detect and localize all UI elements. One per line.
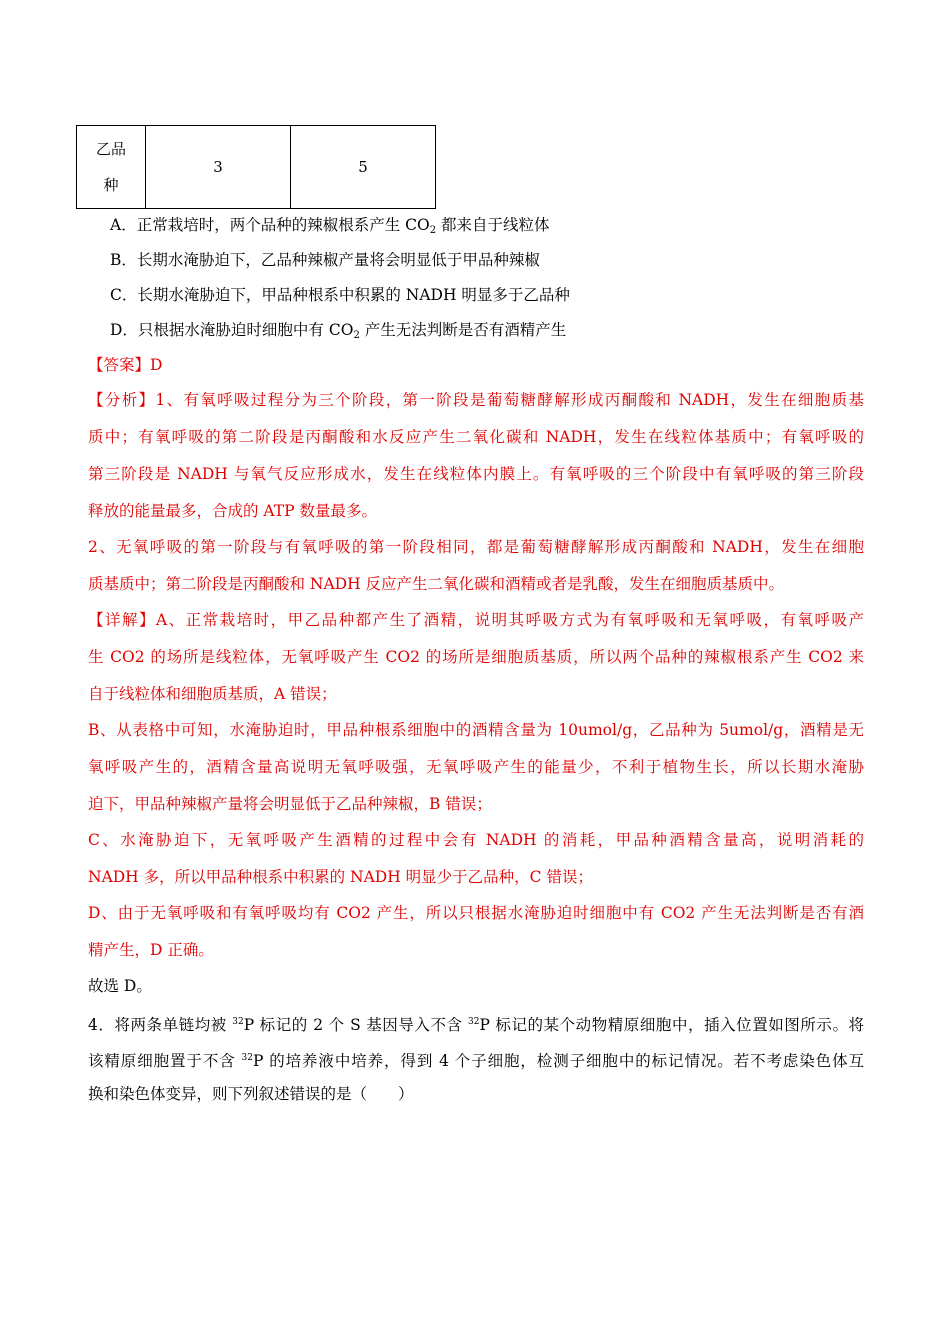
detail-line: 迫下，甲品种辣椒产量将会明显低于乙品种辣椒，B 错误； <box>88 795 492 813</box>
question-4-line: 4．将两条单链均被 $^{32}$P 标记的 2 个 S 基因导入不含 $^{32}$P 标记的某个动物精原细胞中，插入位置如图所示。将 <box>88 1016 864 1034</box>
detail-line: 【详解】A、正常栽培时，甲乙品种都产生了酒精，说明其呼吸方式为有氧呼吸和无氧呼吸，有氧呼吸产 <box>88 611 864 629</box>
detail-line: 生 CO2 的场所是线粒体，无氧呼吸产生 CO2 的场所是细胞质基质，所以两个品种的辣椒根系产生 CO2 来 <box>88 648 864 666</box>
analysis-line: 第三阶段是 NADH 与氧气反应形成水，发生在线粒体内膜上。有氧呼吸的三个阶段中有氧呼吸的第三阶段 <box>88 465 864 483</box>
detail-line: C、水淹胁迫下，无氧呼吸产生酒精的过程中会有 NADH 的消耗，甲品种酒精含量高，说明消耗的 <box>88 831 864 849</box>
option-b: B．长期水淹胁迫下，乙品种辣椒产量将会明显低于甲品种辣椒 <box>110 251 540 269</box>
detail-line: 氧呼吸产生的，酒精含量高说明无氧呼吸强，无氧呼吸产生的能量少，不利于植物生长，所以长期水淹胁 <box>88 758 864 776</box>
row-label-line2: 种 <box>103 176 119 194</box>
analysis-line: 2、无氧呼吸的第一阶段与有氧呼吸的第一阶段相同，都是葡萄糖酵解形成丙酮酸和 NADH，发生在细胞 <box>88 538 864 556</box>
analysis-line: 释放的能量最多，合成的 ATP 数量最多。 <box>88 502 377 520</box>
question-4-line: 换和染色体变异，则下列叙述错误的是（ ） <box>88 1085 414 1103</box>
conclusion-line: 故选 D。 <box>88 977 152 995</box>
detail-line: 精产生，D 正确。 <box>88 941 214 959</box>
detail-line: NADH 多，所以甲品种根系中积累的 NADH 明显少于乙品种，C 错误； <box>88 868 593 886</box>
analysis-line: 【分析】1、有氧呼吸过程分为三个阶段，第一阶段是葡萄糖酵解形成丙酮酸和 NADH，发生在细胞质基 <box>88 391 864 409</box>
table-row <box>77 126 436 209</box>
detail-line: B、从表格中可知，水淹胁迫时，甲品种根系细胞中的酒精含量为 10umol/g，乙品种为 5umol/g，酒精是无 <box>88 721 864 739</box>
question-4-line: 该精原细胞置于不含 $^{32}$P 的培养液中培养，得到 4 个子细胞，检测子细胞中的标记情况。若不考虑染色体互 <box>88 1052 864 1070</box>
data-table <box>76 125 436 209</box>
option-a: A．正常栽培时，两个品种的辣椒根系产生 $CO_2$ 都来自于线粒体 <box>110 216 550 236</box>
analysis-line: 质基质中；第二阶段是丙酮酸和 NADH 反应产生二氧化碳和酒精或者是乳酸，发生在细胞质基质中。 <box>88 575 785 593</box>
value-cell-2: 5 <box>291 126 436 209</box>
row-label-line1: 乙品 <box>95 140 126 158</box>
analysis-line: 质中；有氧呼吸的第二阶段是丙酮酸和水反应产生二氧化碳和 NADH，发生在线粒体基质中；有氧呼吸的 <box>88 428 864 446</box>
detail-line: 自于线粒体和细胞质基质，A 错误； <box>88 685 337 703</box>
option-d: D．只根据水淹胁迫时细胞中有 $CO_2$ 产生无法判断是否有酒精产生 <box>110 321 567 341</box>
answer-line: 【答案】D <box>88 356 163 374</box>
row-label-cell <box>77 126 146 209</box>
option-c: C．长期水淹胁迫下，甲品种根系中积累的 NADH 明显多于乙品种 <box>110 286 570 304</box>
detail-line: D、由于无氧呼吸和有氧呼吸均有 CO2 产生，所以只根据水淹胁迫时细胞中有 CO2 产生无法判断是否有酒 <box>88 904 864 922</box>
value-cell-1: 3 <box>146 126 291 209</box>
